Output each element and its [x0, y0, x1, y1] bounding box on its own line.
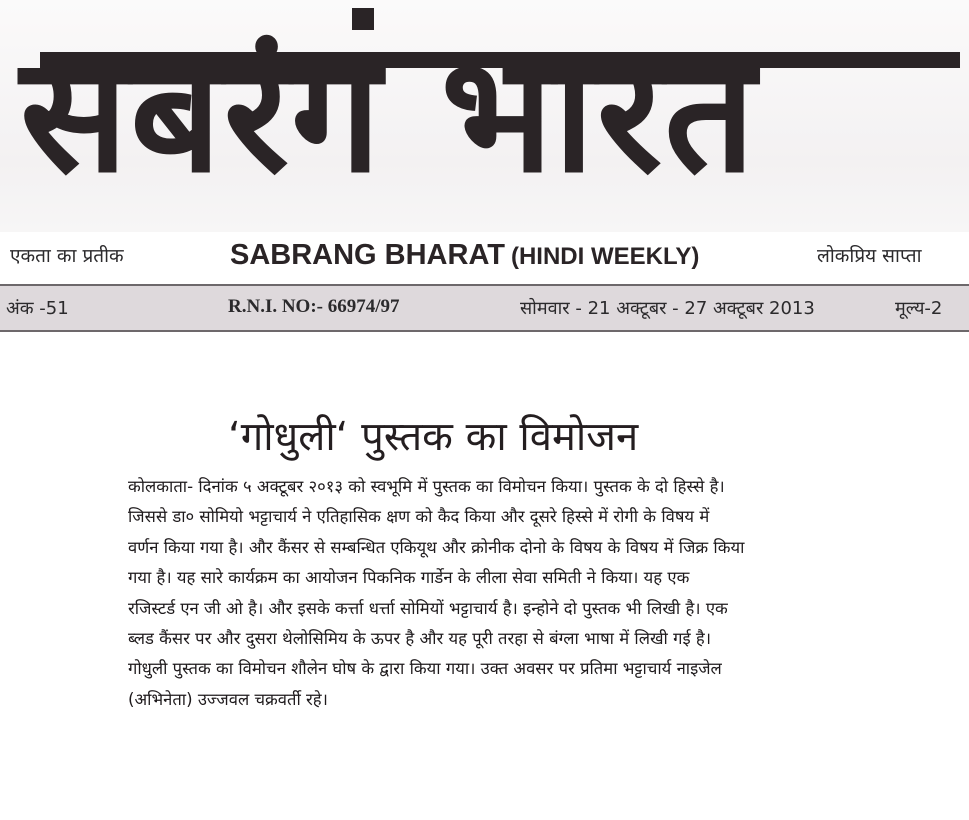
article-line: गया है। यह सारे कार्यक्रम का आयोजन पिकनिक गार्डेन के लीला सेवा समिती ने किया। यह एक	[128, 568, 690, 588]
tagline-left: एकता का प्रतीक	[10, 245, 124, 267]
article-line: गोधुली पुस्तक का विमोचन शौलेन घोष के द्वारा किया गया। उक्त अवसर पर प्रतिमा भट्टाचार्य नाइजेल	[128, 659, 722, 679]
price: मूल्य-2	[895, 298, 943, 319]
article-line: जिससे डा० सोमियो भट्टाचार्य ने एतिहासिक क्षण को कैद किया और दूसरे हिस्से में रोगी के विषय में	[128, 507, 710, 527]
paper-type: (HINDI WEEKLY)	[510, 243, 700, 270]
tagline-right: लोकप्रिय साप्ता	[817, 245, 922, 267]
paper-name	[230, 236, 699, 276]
article-body	[128, 472, 858, 715]
article-line: ब्लड कैंसर पर और दुसरा थेलोसिमिय के ऊपर है और यह पूरी तरहा से बंग्ला भाषा में लिखी गई है।	[128, 628, 711, 648]
article-line: कोलकाता- दिनांक ५ अक्टूबर २०१३ को स्वभूमि में पुस्तक का विमोचन किया। पुस्तक के दो हिस्से है।	[128, 477, 725, 496]
article-line: रजिस्टर्ड एन जी ओ है। और इसके कर्त्ता धर्त्ता सोमियों भट्टाचार्य है। इन्होने दो पुस्तक भी लिखी है। एक	[128, 598, 728, 618]
issue-number: अंक -51	[6, 298, 69, 319]
article-line: (अभिनेता) उज्जवल चक्रवर्ती रहे।	[128, 689, 328, 709]
article-line: वर्णन किया गया है। और कैंसर से सम्बन्धित एकियूथ और क्रोनीक दोनो के विषय के विषय में जिक्र किया	[128, 537, 745, 557]
article-headline: ‘गोधुली‘ पुस्तक का विमोजन	[228, 414, 639, 460]
masthead-title: सबरंग भारत	[20, 21, 758, 208]
masthead	[0, 0, 969, 232]
rni-number: R.N.I. NO:- 66974/97	[228, 296, 400, 317]
paper-name-english: SABRANG BHARAT	[230, 239, 505, 271]
issue-date: सोमवार - 21 अक्टूबर - 27 अक्टूबर 2013	[520, 298, 815, 319]
info-bar	[0, 284, 969, 332]
tagline-row	[0, 236, 969, 274]
